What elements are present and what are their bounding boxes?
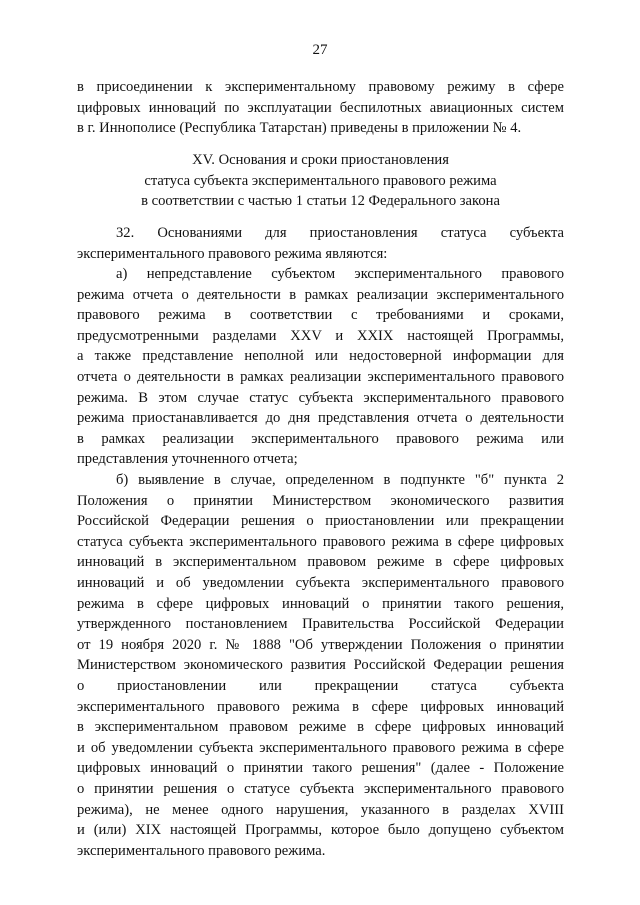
text-line: правового режима в соответствии с требованиями и сроками, [77,307,564,324]
text-line: цифровых инноваций по эксплуатации беспилотных авиационных систем [77,99,564,116]
page-number: 27 [312,42,328,58]
text-line: Положения о принятии Министерством экономического развития [77,492,564,509]
text-line: Российской Федерации решения о приостановлении или прекращении [77,513,564,530]
text-line: представления уточненного отчета; [77,451,298,468]
text-line: б) выявление в случае, определенном в подпункте "б" пункта 2 [116,472,564,488]
intro-paragraph [77,77,564,139]
text-line: отчета о деятельности в рамках реализации экспериментального правового [77,368,564,385]
text-line: режима приостанавливается до дня представления отчета о деятельности [77,410,564,427]
text-line: режима в сфере цифровых инноваций о принятии такого решения, [77,595,564,612]
text-line: режима отчета о деятельности в рамках реализации экспериментального [77,286,564,303]
text-line: и (или) XIX настоящей Программы, которое было допущено субъектом [77,822,564,839]
item-b [77,470,564,861]
text-line: экспериментального правового режима являются: [77,245,388,262]
paragraph-32 [77,223,564,264]
text-line: цифровых инноваций о принятии такого решения" (далее - Положение [77,760,564,777]
heading-line: статуса субъекта экспериментального правового режима [144,172,497,189]
text-line: инноваций и об уведомлении субъекта экспериментального правового [77,574,564,591]
text-line: статуса субъекта экспериментального правового режима в сфере цифровых [77,533,564,550]
text-line: а также представление неполной или недостоверной информации для [77,348,564,365]
text-line: 32. Основаниями для приостановления статуса субъекта [116,225,564,241]
item-a [77,264,564,470]
text-line: в рамках реализации экспериментального правового режима или [77,430,564,447]
text-line: о принятии решения о статусе субъекта экспериментального правового [77,780,564,797]
text-line: экспериментального правового режима. [77,842,326,859]
text-line: экспериментального правового режима в сфере цифровых инноваций [77,698,564,715]
text-line: в экспериментальном правовом режиме в сфере цифровых инноваций [77,719,564,736]
text-line: а) непредставление субъектом экспериментального правового [116,266,564,282]
text-line: утвержденного постановлением Правительства Российской Федерации [77,616,564,633]
text-line: инноваций в экспериментальном правовом режиме в сфере цифровых [77,554,564,571]
text-line: Министерством экономического развития Российской Федерации решения [77,657,564,674]
text-line: от 19 ноября 2020 г. № 1888 "Об утверждении Положения о принятии [77,636,564,653]
text-line: в г. Иннополисе (Республика Татарстан) приведены в приложении № 4. [77,120,522,137]
text-line: в присоединении к экспериментальному правовому режиму в сфере [77,79,564,95]
heading-line: XV. Основания и сроки приостановления [192,152,449,168]
heading-line: в соответствии с частью 1 статьи 12 Федерального закона [141,193,500,210]
text-line: и об уведомлении субъекта экспериментального правового режима в сфере [77,739,564,756]
text-line: режима), не менее одного нарушения, указанного в разделах XVIII [77,801,564,818]
text-line: предусмотренными разделами XXV и XXIX настоящей Программы, [77,327,564,344]
section-heading [77,150,564,212]
text-line: о приостановлении или прекращении статуса субъекта [77,677,564,694]
text-line: режима. В этом случае статус субъекта экспериментального правового [77,389,564,406]
